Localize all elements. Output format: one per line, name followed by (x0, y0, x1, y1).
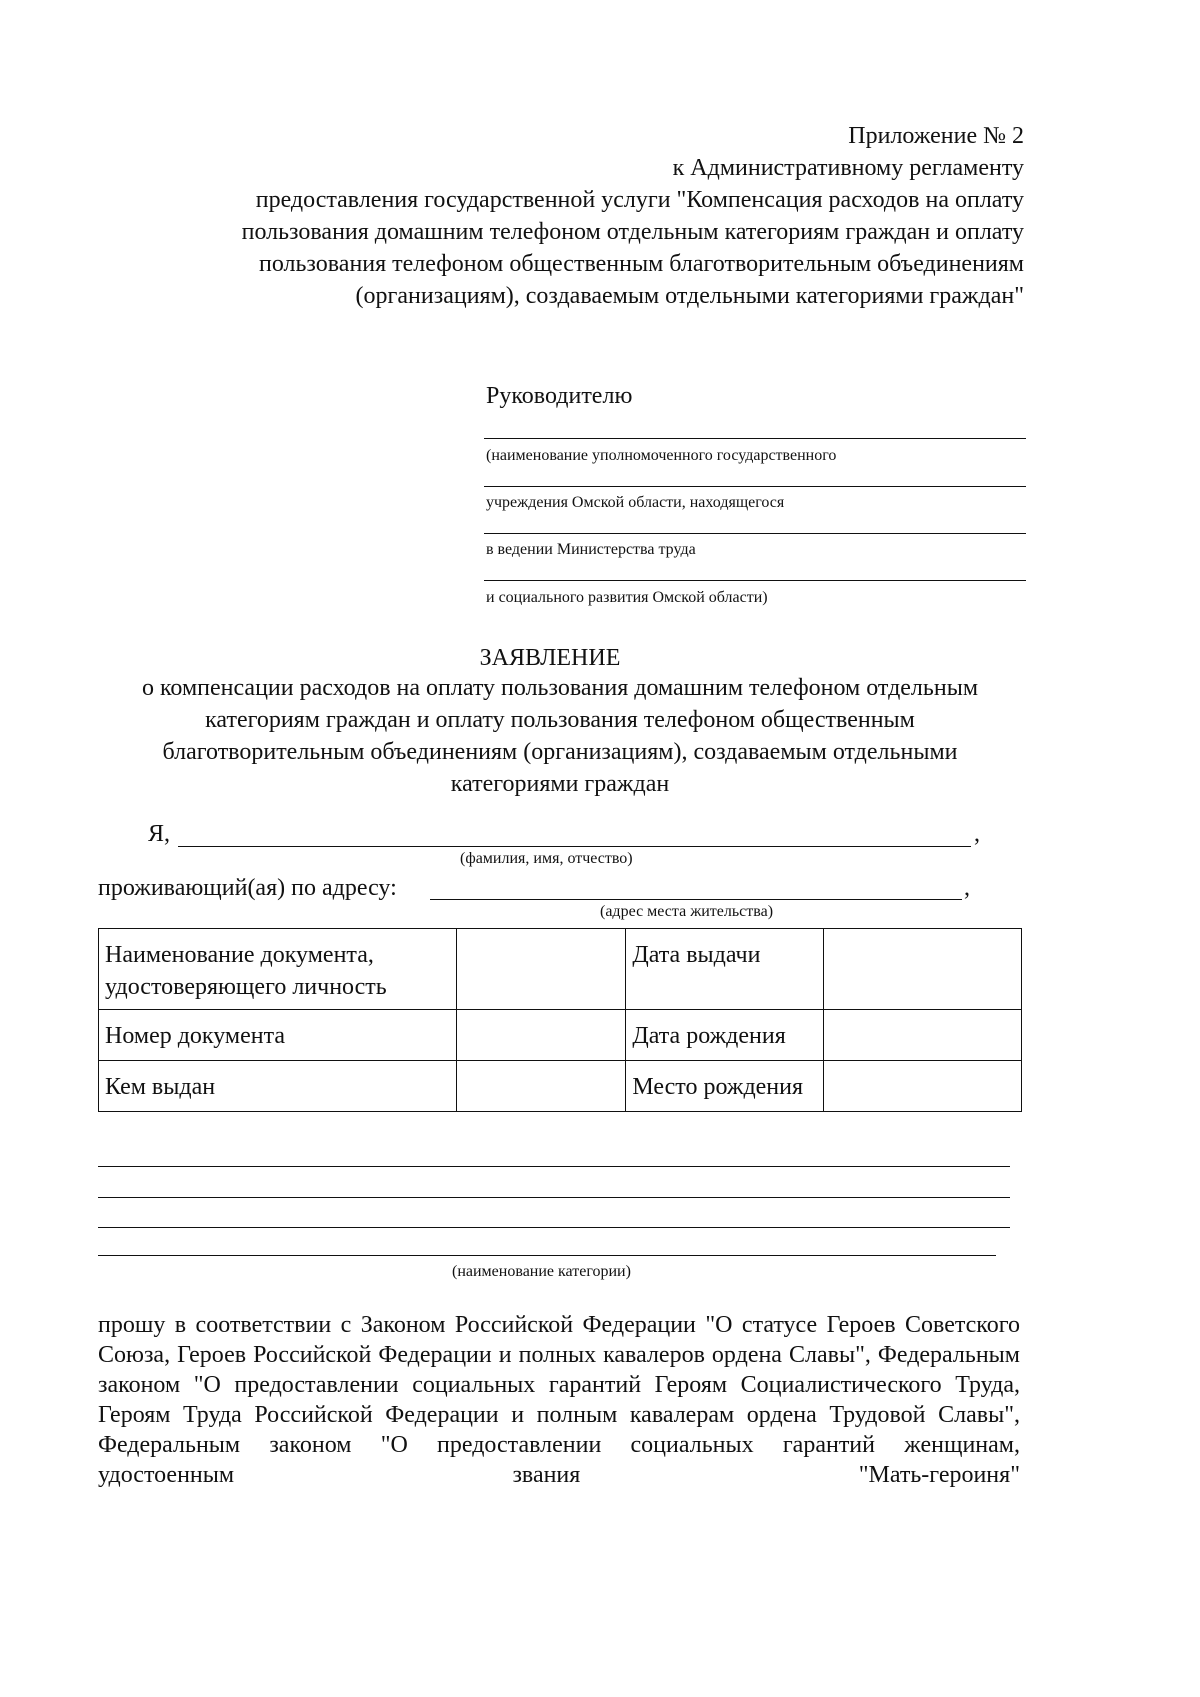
name-fill-line[interactable] (178, 846, 971, 847)
annex-header (124, 120, 1024, 312)
addressee-fill-line[interactable] (484, 533, 1026, 534)
birth-place-label: Место рождения (626, 1061, 824, 1112)
address-caption: (адрес места жительства) (600, 903, 774, 920)
issue-date-value[interactable] (824, 929, 1022, 1010)
table-row (99, 929, 1022, 1010)
birth-place-value[interactable] (824, 1061, 1022, 1112)
category-fill-line[interactable] (98, 1227, 1010, 1228)
doc-name-label: Наименование документа, удостоверяющего личность (99, 929, 457, 1010)
addressee-fill-line[interactable] (484, 486, 1026, 487)
i-label: Я, (148, 821, 171, 847)
subtitle-line: категориями граждан (450, 771, 670, 797)
name-caption: (фамилия, имя, отчество) (460, 850, 633, 867)
statement-title: ЗАЯВЛЕНИЕ (479, 645, 621, 671)
category-fill-line[interactable] (98, 1166, 1010, 1167)
annex-line: пользования домашним телефоном отдельным категориям граждан и оплату (241, 219, 1024, 245)
doc-number-value[interactable] (456, 1010, 626, 1061)
address-label: проживающий(ая) по адресу: (98, 875, 397, 901)
addressee-fill-line[interactable] (484, 438, 1026, 439)
address-comma: , (964, 875, 970, 901)
category-caption: (наименование категории) (452, 1263, 631, 1280)
table-row (99, 1010, 1022, 1061)
issued-by-value[interactable] (456, 1061, 626, 1112)
issued-by-label: Кем выдан (99, 1061, 457, 1112)
addressee-fill-line[interactable] (484, 580, 1026, 581)
addressee-caption: в ведении Министерства труда (486, 541, 696, 558)
addressee-caption: (наименование уполномоченного государственного (486, 447, 837, 464)
addressee-title: Руководителю (486, 383, 633, 409)
issue-date-label: Дата выдачи (626, 929, 824, 1010)
doc-name-value[interactable] (456, 929, 626, 1010)
addressee-caption: учреждения Омской области, находящегося (486, 494, 785, 511)
subtitle-line: благотворительным объединениям (организациям), создаваемым отдельными (162, 739, 958, 765)
subtitle-line: категориям граждан и оплату пользования телефоном общественным (205, 707, 915, 733)
annex-number: Приложение № 2 (848, 123, 1024, 149)
statement-subtitle (100, 672, 1020, 800)
annex-line: пользования телефоном общественным благотворительным объединениям (258, 251, 1024, 277)
identity-table (98, 928, 1022, 1112)
addressee-caption: и социального развития Омской области) (486, 589, 768, 606)
request-paragraph: прошу в соответствии с Законом Российской Федерации "О статусе Героев Советского Союза, Героев Российской Федерации и полных кавалеров ордена Славы", Федеральным законом "О предоставлении социальных гарантий Героям Социалистического Труда, Героям Труда Российской Федерации и полным кавалерам ордена Трудовой Славы", Федеральным законом "О предоставлении социальных гарантий женщинам, удостоенным звания "Мать-героиня" (98, 1312, 1020, 1488)
annex-line: предоставления государственной услуги "Компенсация расходов на оплату (255, 187, 1024, 213)
subtitle-line: о компенсации расходов на оплату пользования домашним телефоном отдельным (141, 675, 979, 701)
annex-line: (организациям), создаваемым отдельными категориями граждан" (355, 283, 1024, 309)
annex-line: к Административному регламенту (672, 155, 1024, 181)
birth-date-label: Дата рождения (626, 1010, 824, 1061)
table-row (99, 1061, 1022, 1112)
doc-number-label: Номер документа (99, 1010, 457, 1061)
category-fill-line[interactable] (98, 1255, 996, 1256)
birth-date-value[interactable] (824, 1010, 1022, 1061)
name-comma: , (974, 821, 980, 847)
category-fill-line[interactable] (98, 1197, 1010, 1198)
address-fill-line[interactable] (430, 899, 962, 900)
